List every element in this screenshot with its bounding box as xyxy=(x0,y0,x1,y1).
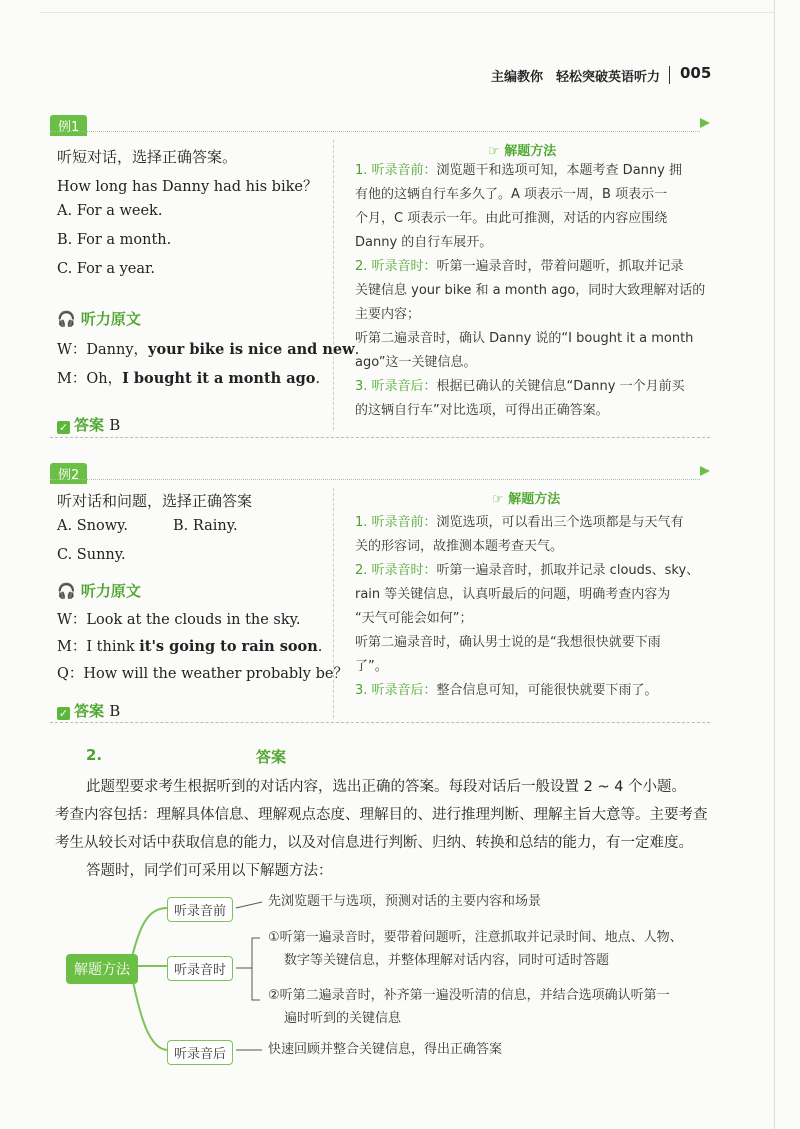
headphones-icon: 🎧 xyxy=(57,582,76,600)
answer-value: B xyxy=(109,702,121,720)
method-step-text: 听第二遍录音时，确认 Danny 说的“I bought it a month xyxy=(355,331,694,346)
mindmap-node-during: 听录音时 xyxy=(167,956,233,981)
example-2-method-heading xyxy=(492,488,560,507)
method-step-text: 浏览题干和选项可知，本题考查 Danny 拥 xyxy=(436,163,682,178)
m-suffix: . xyxy=(315,371,321,387)
method-line xyxy=(355,535,705,559)
section-2-paragraph-line-4: 答题时，同学们可采用以下解题方法： xyxy=(86,863,333,879)
method-step-label: 1. 听录音前： xyxy=(355,515,437,530)
top-rule xyxy=(40,12,775,13)
section-2-paragraph-line-1: 此题型要求考生根据听到的对话内容，选出正确的答案。每段对话后一般设置 2 ~ 4 个小题。 xyxy=(86,779,687,795)
method-step-text: 有他的这辆自行车多久了。A 项表示一周，B 项表示一 xyxy=(355,187,668,202)
example-2-instruction: 听对话和问题，选择正确答案 xyxy=(57,492,253,510)
method-line xyxy=(355,583,705,607)
example-2-rule xyxy=(50,479,700,480)
example-2-script-q: Q：How will the weather probably be？ xyxy=(57,666,348,682)
mindmap-after-text: 快速回顾并整合关键信息，得出正确答案 xyxy=(268,1042,503,1057)
example-2-tag: 例2 xyxy=(50,463,87,484)
method-line xyxy=(355,511,705,535)
section-2-number: 2. xyxy=(86,746,103,764)
example-2-arrow xyxy=(700,466,710,476)
example-1-script-title: 听力原文 xyxy=(80,310,141,328)
pointing-hand-icon: ☞ xyxy=(492,492,504,507)
checkmark-icon: ✓ xyxy=(58,421,69,434)
running-header-title: 主编教你 轻松突破英语听力 xyxy=(490,70,660,85)
method-step-text: 的这辆自行车”对比选项，可得出正确答案。 xyxy=(355,403,609,418)
example-1-option-b: B. For a month. xyxy=(57,232,172,248)
example-1-rule xyxy=(50,131,700,132)
method-step-text: 了”。 xyxy=(355,659,388,674)
method-step-label: 2. 听录音时： xyxy=(355,259,437,274)
m-prefix: M：I think xyxy=(57,639,140,655)
method-line xyxy=(355,351,705,375)
method-line xyxy=(355,559,705,583)
method-step-label: 3. 听录音后： xyxy=(355,683,437,698)
method-step-text: 听第二遍录音时，确认男士说的是“我想很快就要下雨 xyxy=(355,635,661,650)
method-step-label: 1. 听录音前： xyxy=(355,163,437,178)
method-step-text: “天气可能会如何”； xyxy=(355,611,473,626)
m-prefix: M：Oh， xyxy=(57,371,123,387)
section-2-title: 答案 xyxy=(256,748,287,766)
example-2-column-divider xyxy=(333,488,334,718)
method-line xyxy=(355,183,705,207)
method-step-text: ago”这一关键信息。 xyxy=(355,355,477,370)
mindmap-root: 解题方法 xyxy=(66,954,138,984)
method-step-text: 关键信息 your bike 和 a month ago，同时大致理解对话的 xyxy=(355,283,706,298)
header-divider xyxy=(669,66,670,84)
method-step-text: rain 等关键信息，认真听最后的问题，明确考查内容为 xyxy=(355,587,671,602)
section-2-paragraph-line-2: 考查内容包括：理解具体信息、理解观点态度、理解目的、进行推理判断、理解主旨大意等。主要考查 xyxy=(55,807,708,823)
example-2-script-heading xyxy=(57,580,141,601)
w-key-phrase: your bike is nice and new xyxy=(148,341,355,358)
m-key-phrase: it's going to rain soon xyxy=(139,638,318,655)
example-1-tag: 例1 xyxy=(50,115,87,136)
example-2-script-m xyxy=(57,635,322,656)
method-step-text: 关的形容词，故推测本题考查天气。 xyxy=(355,539,564,554)
method-line xyxy=(355,207,705,231)
example-1-script-w xyxy=(57,338,359,359)
example-1-bottom-rule xyxy=(50,437,710,438)
method-line xyxy=(355,327,705,351)
method-line xyxy=(355,607,705,631)
example-1-script-heading xyxy=(57,308,141,329)
example-1-column-divider xyxy=(333,140,334,430)
method-step-text: 整合信息可知，可能很快就要下雨了。 xyxy=(436,683,658,698)
method-line xyxy=(355,303,705,327)
mindmap-during-1b: 数字等关键信息，并整体理解对话内容，同时可适时答题 xyxy=(284,953,610,968)
m-suffix: . xyxy=(317,639,323,655)
method-line xyxy=(355,399,705,423)
answer-label: 答案 xyxy=(74,416,105,434)
answer-label: 答案 xyxy=(74,702,105,720)
m-key-phrase: I bought it a month ago xyxy=(122,370,316,387)
example-2-answer xyxy=(57,700,120,721)
example-1-method-body xyxy=(355,159,705,423)
method-line xyxy=(355,375,705,399)
method-line xyxy=(355,279,705,303)
w-prefix: W：Danny， xyxy=(57,342,149,358)
example-1-instruction: 听短对话，选择正确答案。 xyxy=(57,148,238,166)
example-2-method-body xyxy=(355,511,705,703)
method-line xyxy=(355,231,705,255)
mindmap-during-1a: ①听第一遍录音时，要带着问题听，注意抓取并记录时间、地点、人物、 xyxy=(268,930,683,945)
method-step-text: Danny 的自行车展开。 xyxy=(355,235,493,250)
mindmap-node-before: 听录音前 xyxy=(167,897,233,922)
example-1-option-a: A. For a week. xyxy=(57,203,163,219)
method-line xyxy=(355,631,705,655)
mindmap-during-2a: ②听第二遍录音时，补齐第一遍没听清的信息，并结合选项确认听第一 xyxy=(268,988,670,1003)
method-line xyxy=(355,679,705,703)
example-2-script-title: 听力原文 xyxy=(80,582,141,600)
method-title: 解题方法 xyxy=(508,492,561,507)
example-1-arrow xyxy=(700,118,710,128)
method-step-text: 听第一遍录音时，带着问题听，抓取并记录 xyxy=(436,259,684,274)
example-2-option-b: B. Rainy. xyxy=(173,518,238,534)
method-step-text: 主要内容； xyxy=(355,307,421,322)
method-step-label: 3. 听录音后： xyxy=(355,379,437,394)
example-2-script-w: W：Look at the clouds in the sky. xyxy=(57,612,301,628)
example-1-answer xyxy=(57,414,120,435)
method-step-text: 根据已确认的关键信息“Danny 一个月前买 xyxy=(436,379,685,394)
mindmap-before-text: 先浏览题干与选项，预测对话的主要内容和场景 xyxy=(268,894,542,909)
page-number: 005 xyxy=(680,64,712,82)
method-step-text: 个月，C 项表示一年。由此可推测，对话的内容应围绕 xyxy=(355,211,668,226)
method-line xyxy=(355,255,705,279)
section-2-paragraph-line-3: 考生从较长对话中获取信息的能力，以及对信息进行判断、归纳、转换和总结的能力，有一定难度。 xyxy=(55,835,693,851)
example-2-bottom-rule xyxy=(50,722,710,723)
answer-value: B xyxy=(109,416,121,434)
method-step-label: 2. 听录音时： xyxy=(355,563,437,578)
headphones-icon: 🎧 xyxy=(57,310,76,328)
checkmark-icon: ✓ xyxy=(58,707,69,720)
method-step-text: 浏览选项，可以看出三个选项都是与天气有 xyxy=(436,515,684,530)
mindmap-node-after: 听录音后 xyxy=(167,1040,233,1065)
method-step-text: 听第一遍录音时，抓取并记录 clouds、sky、 xyxy=(436,563,700,578)
example-1-script-m xyxy=(57,367,320,388)
example-2-option-a: A. Snowy. xyxy=(57,518,128,534)
example-1-question: How long has Danny had his bike？ xyxy=(57,179,318,195)
mindmap-during-2b: 遍时听到的关键信息 xyxy=(284,1011,402,1026)
w-suffix: . xyxy=(354,342,360,358)
method-title: 解题方法 xyxy=(504,144,557,159)
example-2-option-c: C. Sunny. xyxy=(57,547,126,563)
method-line xyxy=(355,159,705,183)
pointing-hand-icon: ☞ xyxy=(488,144,500,159)
example-1-method-heading xyxy=(488,140,556,159)
method-line xyxy=(355,655,705,679)
example-1-option-c: C. For a year. xyxy=(57,261,155,277)
